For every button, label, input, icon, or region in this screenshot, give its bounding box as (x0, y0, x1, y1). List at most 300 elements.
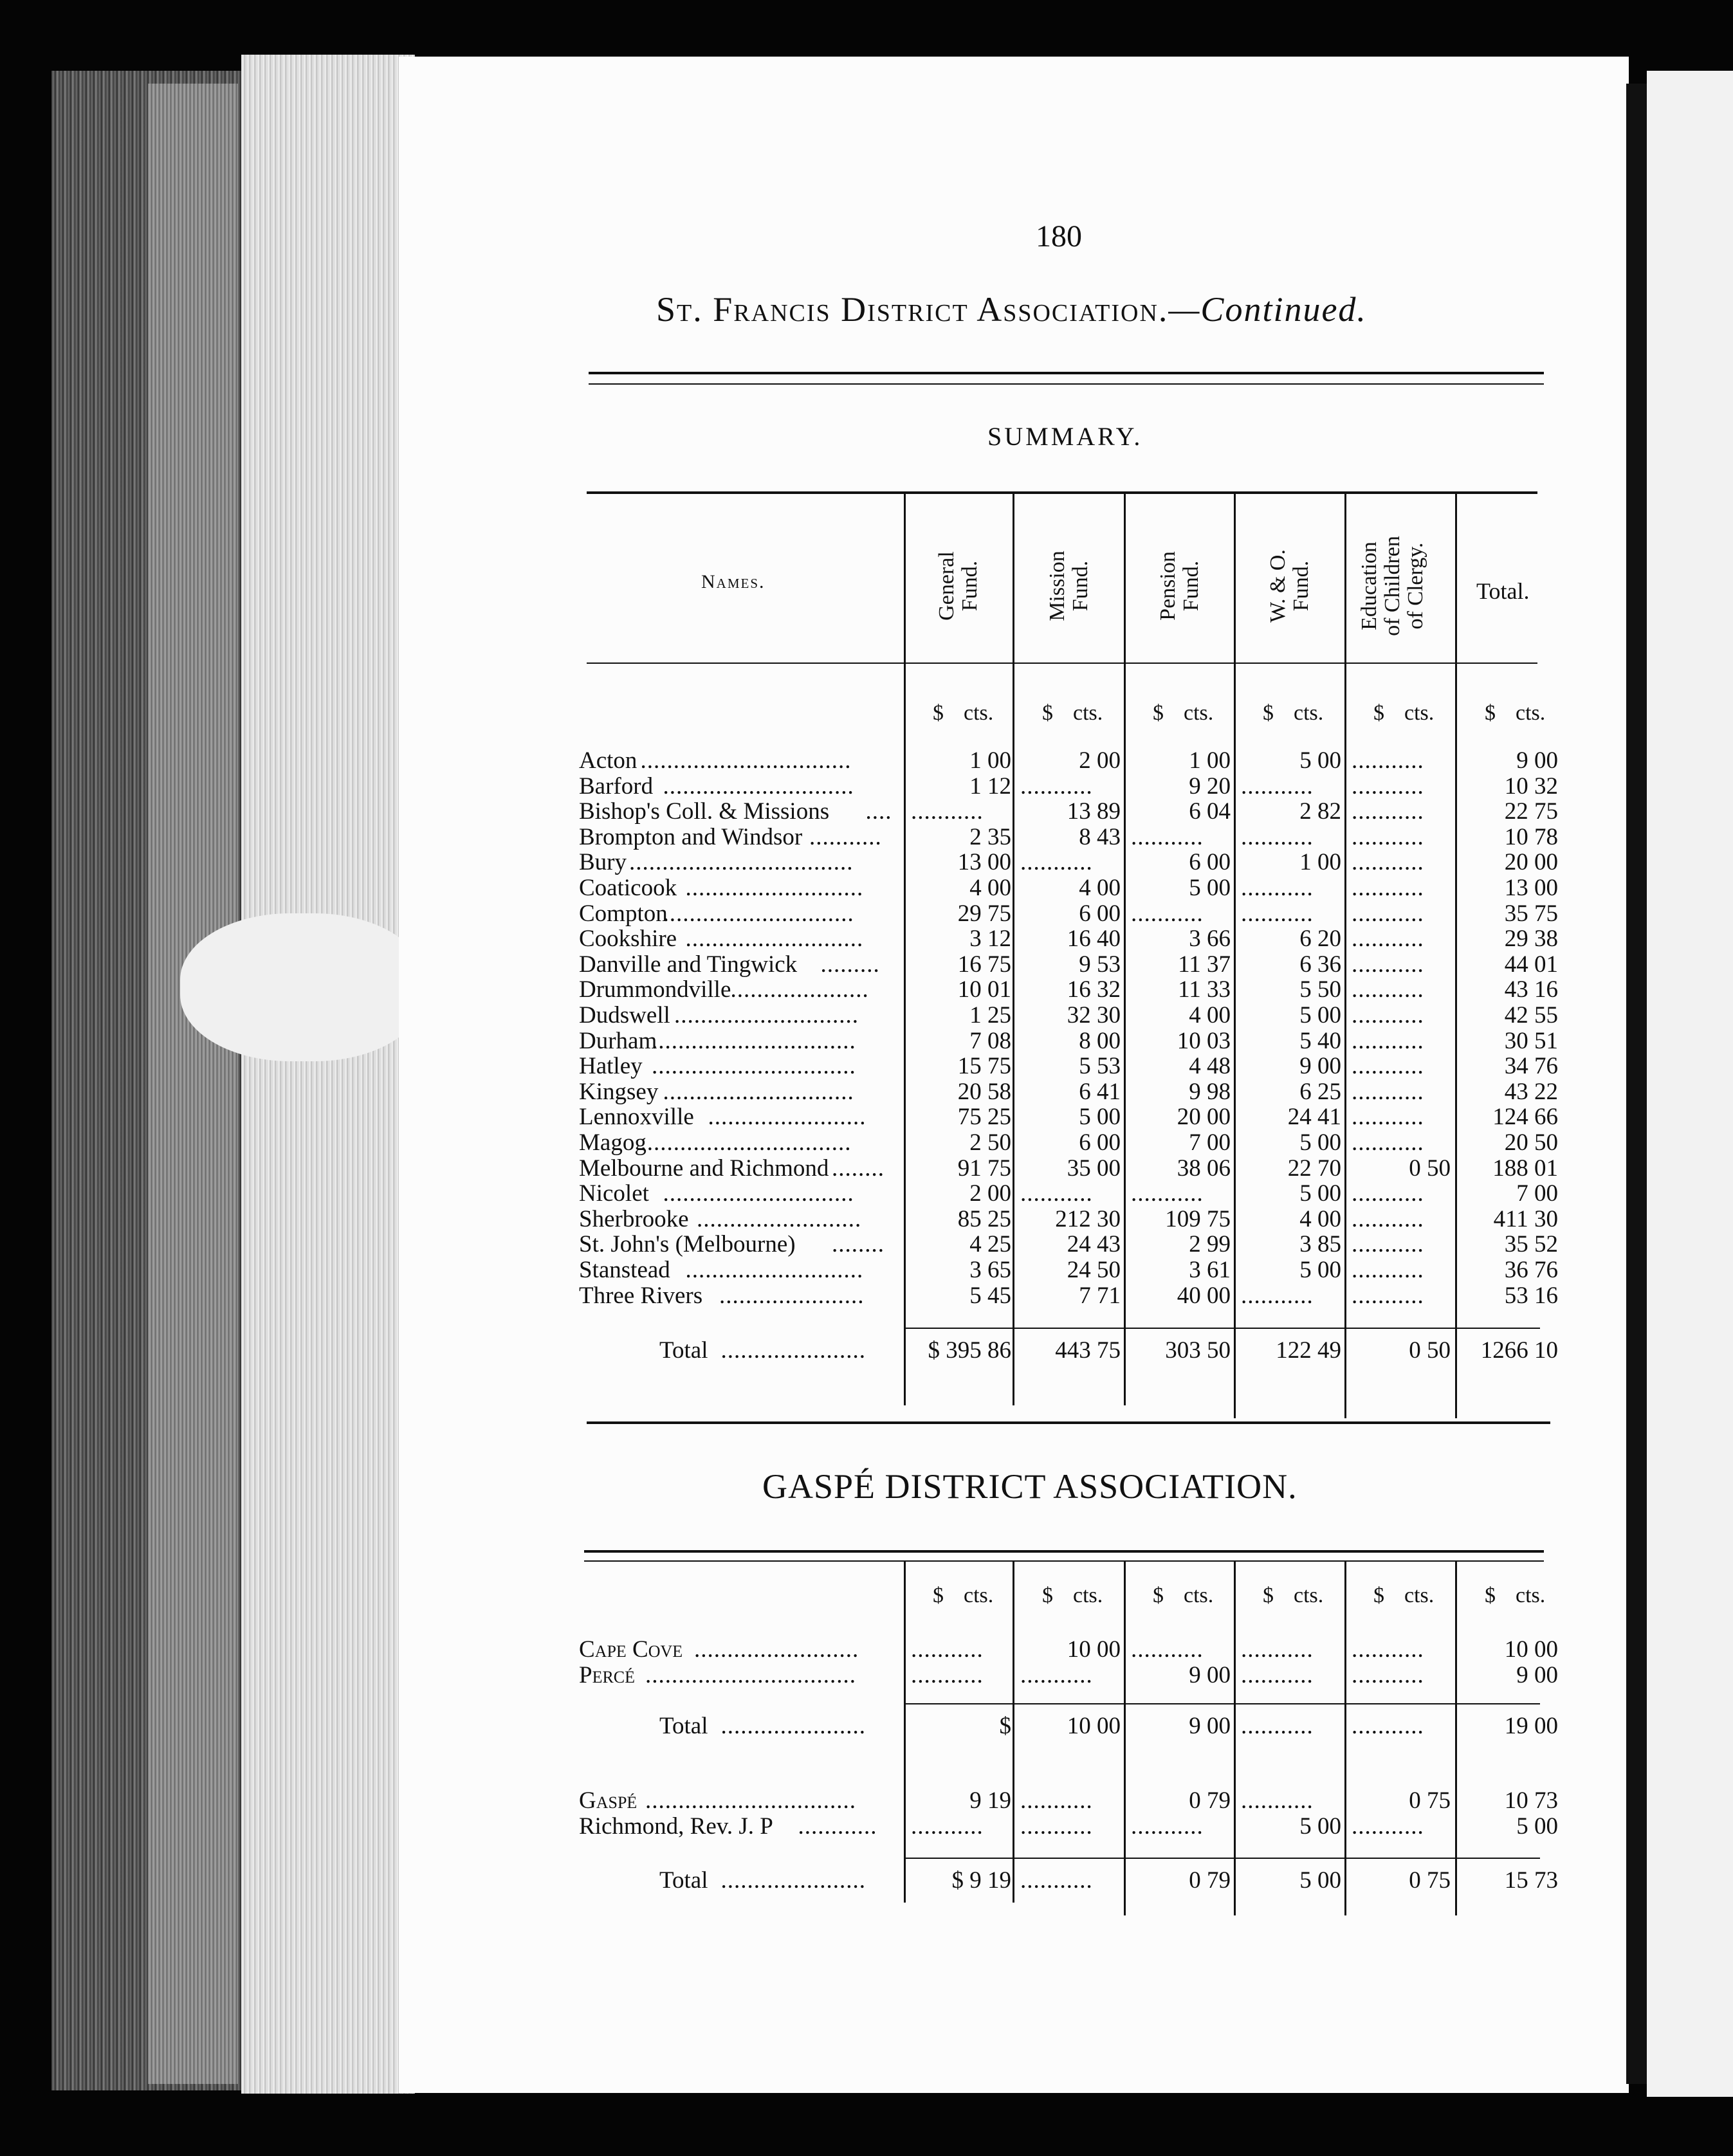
wo-cell: 24 41 (1287, 1104, 1341, 1131)
mission-cell: 16 40 (1067, 926, 1121, 953)
empty-dots: ........... (1352, 977, 1424, 1003)
mission-cell: 10 00 (1067, 1636, 1121, 1663)
leader-dots: ........ (832, 1232, 885, 1258)
total-cell: 7 00 (1516, 1180, 1558, 1207)
empty-dots: ........... (1131, 900, 1204, 927)
mission-cell: 6 00 (1079, 1129, 1121, 1156)
leader-dots: ......................... (697, 1206, 862, 1232)
table-row (579, 926, 1557, 952)
leader-dots: ................................ (645, 1663, 856, 1688)
wo-cell: 3 85 (1299, 1231, 1341, 1258)
wo-cell: 5 00 (1299, 747, 1341, 774)
total-cell: 10 32 (1504, 772, 1558, 799)
general-cell: 13 00 (957, 849, 1011, 876)
wo-cell: 5 00 (1299, 1129, 1341, 1156)
mission-cell: 9 53 (1079, 951, 1121, 978)
total-row (579, 1868, 1557, 1894)
general-cell: 10 01 (957, 976, 1011, 1003)
table-row (579, 1003, 1557, 1028)
facing-page-edge (1647, 71, 1733, 2097)
table-row (579, 1232, 1557, 1257)
wo-fund-header (1267, 515, 1313, 657)
row-name: Hatley (579, 1053, 643, 1080)
mission-cell: 8 43 (1079, 823, 1121, 850)
unit-cts: cts. (964, 701, 994, 725)
leader-dots: ...................... (720, 1338, 866, 1364)
pension-cell: 1 00 (1189, 747, 1231, 774)
leader-dots: ........ (832, 1155, 885, 1182)
empty-dots: ........... (911, 1637, 984, 1663)
empty-dots: ........... (1241, 824, 1314, 850)
general-cell: 20 58 (957, 1078, 1011, 1105)
row-name: Richmond, Rev. J. P (579, 1813, 773, 1840)
leader-dots: ......... (820, 951, 880, 978)
table-row (579, 1079, 1557, 1105)
mission-cell: 5 53 (1079, 1053, 1121, 1080)
unit-cts: cts. (1073, 1584, 1103, 1607)
empty-dots: ........... (1352, 1206, 1424, 1232)
education-header-line2: of Children (1380, 536, 1404, 636)
page-title (656, 289, 1367, 329)
empty-dots: ........... (1352, 1713, 1424, 1739)
empty-dots: ........... (1241, 1713, 1314, 1739)
leader-dots: ............................. (663, 900, 854, 927)
empty-dots: ........... (1352, 900, 1424, 927)
row-name: Cookshire (579, 926, 677, 953)
wo-cell: 6 25 (1299, 1078, 1341, 1105)
empty-dots: ........... (1352, 773, 1424, 799)
total-cell: 44 01 (1504, 951, 1558, 978)
leader-dots: ............................. (663, 1079, 854, 1105)
pension-cell: 9 00 (1189, 1713, 1231, 1739)
table-row (579, 748, 1557, 774)
row-name: Three Rivers (579, 1282, 703, 1309)
total-cell: 35 52 (1504, 1231, 1558, 1258)
empty-dots: ........... (911, 1663, 984, 1688)
mission-cell: 443 75 (1055, 1337, 1121, 1364)
row-name: Nicolet (579, 1180, 649, 1207)
total-column-header: Total. (1476, 578, 1530, 604)
leader-dots: ............................... (652, 1054, 856, 1080)
wo-cell: 5 00 (1299, 1813, 1341, 1840)
table-row (579, 977, 1557, 1003)
total-cell: 10 78 (1504, 823, 1558, 850)
empty-dots: ........... (1352, 1663, 1424, 1688)
pension-header-line1: Pension (1156, 551, 1180, 621)
pension-cell: 11 33 (1178, 976, 1231, 1003)
education-header-line1: Education (1357, 542, 1381, 630)
empty-dots: ........... (1241, 900, 1314, 927)
table-row (579, 1054, 1557, 1079)
row-name: Durham (579, 1027, 657, 1054)
page-number: 180 (1036, 219, 1082, 253)
mission-cell: 35 00 (1067, 1155, 1121, 1182)
empty-dots: ........... (1352, 1257, 1424, 1283)
wo-cell: 122 49 (1276, 1337, 1341, 1364)
leader-dots: ........................... (685, 926, 864, 953)
row-name: Kingsey (579, 1078, 659, 1105)
mission-header-line2: Fund. (1068, 560, 1092, 612)
wo-cell: 5 00 (1299, 1867, 1341, 1894)
general-cell: $ (999, 1713, 1011, 1739)
row-name: Compton (579, 900, 668, 927)
table-top-rule (587, 491, 1537, 494)
table-row (579, 1104, 1557, 1130)
gaspe-rule-top (584, 1550, 1544, 1553)
empty-dots: ........... (1241, 1637, 1314, 1663)
unit-cts: cts. (1404, 701, 1435, 725)
mission-cell: 13 89 (1067, 798, 1121, 825)
unit-dollar: $ (1042, 1584, 1053, 1607)
leader-dots: ............................... (652, 1028, 856, 1054)
leader-dots: ..................... (730, 977, 869, 1003)
wo-cell: 5 00 (1299, 1257, 1341, 1283)
wo-header-line1: W. & O. (1266, 549, 1290, 623)
table-row (579, 825, 1557, 850)
empty-dots: ........... (1131, 1637, 1204, 1663)
title-rule-bottom (589, 383, 1544, 385)
total-label: Total (659, 1867, 708, 1894)
empty-dots: ........... (1352, 1637, 1424, 1663)
unit-dollar: $ (1373, 1584, 1384, 1607)
mission-cell: 5 00 (1079, 1104, 1121, 1131)
pension-cell: 5 00 (1189, 875, 1231, 901)
empty-dots: ........... (911, 1814, 984, 1840)
summary-heading: SUMMARY. (987, 422, 1143, 451)
pension-cell: 4 00 (1189, 1002, 1231, 1028)
general-cell: 2 35 (969, 823, 1011, 850)
pension-cell: 7 00 (1189, 1129, 1231, 1156)
pension-cell: 9 00 (1189, 1662, 1231, 1688)
total-cell: 9 00 (1516, 1662, 1558, 1688)
general-header-line1: General (935, 551, 958, 621)
unit-dollar: $ (1373, 701, 1384, 725)
pension-cell: 109 75 (1165, 1205, 1231, 1232)
wo-cell: 6 36 (1299, 951, 1341, 978)
row-name: Dudswell (579, 1002, 670, 1028)
mission-fund-header (1046, 515, 1092, 657)
pension-cell: 3 66 (1189, 926, 1231, 953)
leader-dots: ........... (809, 824, 882, 850)
empty-dots: ........... (1352, 1130, 1424, 1156)
total-cell: 30 51 (1504, 1027, 1558, 1054)
pension-cell: 9 98 (1189, 1078, 1231, 1105)
mission-header-line1: Mission (1045, 551, 1069, 621)
wo-cell: 1 00 (1299, 849, 1341, 876)
empty-dots: ........... (1020, 1663, 1093, 1688)
row-name: Bury (579, 849, 627, 876)
gaspe-total-a-rule (906, 1703, 1540, 1704)
unit-dollar: $ (1263, 701, 1274, 725)
unit-dollar: $ (1485, 701, 1496, 725)
total-cell: 22 75 (1504, 798, 1558, 825)
table-row (579, 1181, 1557, 1207)
total-cell: 188 01 (1492, 1155, 1558, 1182)
general-cell: 1 25 (969, 1002, 1011, 1028)
education-header (1358, 506, 1427, 666)
empty-dots: ........... (1020, 1868, 1093, 1894)
gaspe-rule-bottom (584, 1560, 1544, 1562)
table-row (579, 1637, 1557, 1663)
row-name: Barford (579, 772, 654, 799)
total-cell: 15 73 (1504, 1867, 1558, 1894)
pension-fund-header (1157, 515, 1203, 657)
unit-cts: cts. (1184, 701, 1214, 725)
page-edges (241, 55, 415, 2094)
general-cell: 29 75 (957, 900, 1011, 927)
wo-cell: 22 70 (1287, 1155, 1341, 1182)
table-row (579, 1814, 1557, 1840)
leader-dots: ............................ (674, 1003, 859, 1028)
mission-cell: 24 50 (1067, 1257, 1121, 1283)
mission-cell: 2 00 (1079, 747, 1121, 774)
total-cell: 1266 10 (1480, 1337, 1558, 1364)
empty-dots: ........... (911, 799, 984, 825)
mission-cell: 6 00 (1079, 900, 1121, 927)
total-cell: 34 76 (1504, 1053, 1558, 1080)
title-rule-top (589, 372, 1544, 374)
leader-dots: ................................ (645, 1788, 856, 1814)
empty-dots: ........... (1352, 850, 1424, 876)
table-row (579, 1156, 1557, 1182)
empty-dots: ........... (1352, 1283, 1424, 1309)
empty-dots: ........... (1352, 1104, 1424, 1131)
education-cell: 0 50 (1409, 1155, 1451, 1182)
general-cell: 1 12 (969, 772, 1011, 799)
total-cell: 36 76 (1504, 1257, 1558, 1283)
unit-dollar: $ (1485, 1584, 1496, 1607)
table-row (579, 1663, 1557, 1688)
mission-cell: 8 00 (1079, 1027, 1121, 1054)
empty-dots: ........... (1352, 875, 1424, 901)
gutter (1626, 84, 1649, 2084)
table-row (579, 1283, 1557, 1309)
row-name: Lennoxville (579, 1104, 694, 1131)
unit-cts: cts. (1294, 1584, 1324, 1607)
pension-cell: 10 03 (1177, 1027, 1231, 1054)
row-name: Cape Cove (579, 1636, 683, 1663)
names-column-header: Names. (701, 571, 766, 592)
general-cell: 3 12 (969, 926, 1011, 953)
total-cell: 9 00 (1516, 747, 1558, 774)
table-row (579, 1257, 1557, 1283)
unit-dollar: $ (1153, 1584, 1164, 1607)
education-cell: 0 75 (1409, 1867, 1451, 1894)
leader-dots: ...................... (719, 1283, 865, 1309)
total-cell: 20 00 (1504, 849, 1558, 876)
total-cell: 35 75 (1504, 900, 1558, 927)
pension-cell: 38 06 (1177, 1155, 1231, 1182)
table-bottom-rule (587, 1421, 1550, 1424)
empty-dots: ........... (1131, 1814, 1204, 1840)
wo-cell: 5 50 (1299, 976, 1341, 1003)
pension-cell: 11 37 (1178, 951, 1231, 978)
row-name: Drummondville (579, 976, 731, 1003)
leader-dots: ........................... (685, 1257, 864, 1283)
total-cell: 53 16 (1504, 1282, 1558, 1309)
table-row (579, 799, 1557, 825)
total-cell: 19 00 (1504, 1713, 1558, 1739)
row-name: Percé (579, 1662, 636, 1688)
leader-dots: ......................... (694, 1637, 859, 1663)
mission-cell: 6 41 (1079, 1078, 1121, 1105)
general-cell: 91 75 (957, 1155, 1011, 1182)
empty-dots: ........... (1352, 1028, 1424, 1054)
empty-dots: ........... (1241, 875, 1314, 901)
pension-cell: 4 48 (1189, 1053, 1231, 1080)
row-name: Brompton and Windsor (579, 823, 803, 850)
wo-cell: 4 00 (1299, 1205, 1341, 1232)
general-cell: 9 19 (969, 1787, 1011, 1814)
empty-dots: ........... (1352, 799, 1424, 825)
wo-cell: 5 00 (1299, 1002, 1341, 1028)
leader-dots: ...................... (720, 1868, 866, 1894)
total-cell: 43 16 (1504, 976, 1558, 1003)
table-row (579, 850, 1557, 875)
wo-cell: 5 40 (1299, 1027, 1341, 1054)
total-cell: 10 73 (1504, 1787, 1558, 1814)
total-cell: 29 38 (1504, 926, 1558, 953)
empty-dots: ........... (1352, 824, 1424, 850)
unit-cts: cts. (1073, 701, 1103, 725)
general-header-line2: Fund. (958, 560, 982, 612)
general-cell: 2 00 (969, 1180, 1011, 1207)
education-cell: 0 75 (1409, 1787, 1451, 1814)
mission-cell: 16 32 (1067, 976, 1121, 1003)
empty-dots: ........... (1352, 1003, 1424, 1028)
table-row (579, 1207, 1557, 1232)
row-name: Stanstead (579, 1257, 670, 1283)
unit-dollar: $ (1042, 701, 1053, 725)
leader-dots: ................................ (640, 1130, 852, 1156)
row-name: Acton (579, 747, 637, 774)
empty-dots: ........... (1131, 824, 1204, 850)
empty-dots: ........... (1352, 1232, 1424, 1258)
leader-dots: ............................. (663, 1181, 854, 1207)
empty-dots: ........... (1020, 850, 1093, 876)
table-row (579, 774, 1557, 799)
general-cell: 5 45 (969, 1282, 1011, 1309)
row-name: Sherbrooke (579, 1205, 689, 1232)
table-row (579, 952, 1557, 978)
unit-cts: cts. (964, 1584, 994, 1607)
table-row (579, 875, 1557, 901)
gaspe-total-b-rule (906, 1858, 1540, 1859)
row-name: Danville and Tingwick (579, 951, 798, 978)
wo-header-line2: Fund. (1289, 560, 1313, 612)
general-cell: 3 65 (969, 1257, 1011, 1283)
general-cell: $ 9 19 (951, 1867, 1011, 1894)
pension-cell: 20 00 (1177, 1104, 1231, 1131)
title-continued: —Continued. (1168, 290, 1367, 329)
total-cell: 20 50 (1504, 1129, 1558, 1156)
unit-cts: cts. (1404, 1584, 1435, 1607)
unit-cts: cts. (1516, 1584, 1546, 1607)
empty-dots: ........... (1020, 1814, 1093, 1840)
paper-stain (180, 913, 425, 1061)
pension-cell: 303 50 (1165, 1337, 1231, 1364)
unit-cts: cts. (1294, 701, 1324, 725)
leader-dots: .................................. (629, 850, 854, 876)
unit-dollar: $ (933, 1584, 944, 1607)
general-cell: 2 50 (969, 1129, 1011, 1156)
empty-dots: ........... (1352, 748, 1424, 774)
gaspe-title: GASPÉ DISTRICT ASSOCIATION. (762, 1467, 1297, 1506)
total-cell: 42 55 (1504, 1002, 1558, 1028)
pension-cell: 0 79 (1189, 1787, 1231, 1814)
table-row (579, 1028, 1557, 1054)
total-cell: 10 00 (1504, 1636, 1558, 1663)
mission-cell: 10 00 (1067, 1713, 1121, 1739)
table-row (579, 1130, 1557, 1156)
leader-dots: ................................ (640, 748, 852, 774)
total-label: Total (659, 1713, 708, 1739)
mission-cell: 32 30 (1067, 1002, 1121, 1028)
total-rule (906, 1328, 1540, 1329)
general-cell: 4 00 (969, 875, 1011, 901)
mission-cell: 4 00 (1079, 875, 1121, 901)
unit-cts: cts. (1516, 701, 1546, 725)
leader-dots: ...................... (720, 1713, 866, 1739)
empty-dots: ........... (1352, 1054, 1424, 1080)
total-row (579, 1713, 1557, 1739)
table-row (579, 901, 1557, 927)
general-cell: 1 00 (969, 747, 1011, 774)
row-name: Melbourne and Richmond (579, 1155, 829, 1182)
mission-cell: 24 43 (1067, 1231, 1121, 1258)
empty-dots: ........... (1131, 1181, 1204, 1207)
empty-dots: ........... (1020, 773, 1093, 799)
empty-dots: ........... (1352, 1181, 1424, 1207)
education-header-line3: of Clergy. (1404, 542, 1427, 630)
general-cell: $ 395 86 (928, 1337, 1011, 1364)
total-cell: 124 66 (1492, 1104, 1558, 1131)
pension-cell: 6 00 (1189, 849, 1231, 876)
unit-dollar: $ (1263, 1584, 1274, 1607)
title-main: St. Francis District Association. (656, 290, 1169, 329)
education-cell: 0 50 (1409, 1337, 1451, 1364)
unit-dollar: $ (933, 701, 944, 725)
unit-dollar: $ (1153, 701, 1164, 725)
general-cell: 16 75 (957, 951, 1011, 978)
pension-cell: 9 20 (1189, 772, 1231, 799)
pension-cell: 0 79 (1189, 1867, 1231, 1894)
row-name: Magog (579, 1129, 646, 1156)
table-row (579, 1788, 1557, 1814)
empty-dots: ........... (1241, 1663, 1314, 1688)
total-cell: 43 22 (1504, 1078, 1558, 1105)
empty-dots: ........... (1352, 926, 1424, 953)
general-cell: 4 25 (969, 1231, 1011, 1258)
wo-cell: 2 82 (1299, 798, 1341, 825)
empty-dots: ........... (1241, 1788, 1314, 1814)
general-cell: 15 75 (957, 1053, 1011, 1080)
total-row (579, 1338, 1557, 1364)
empty-dots: ........... (1020, 1181, 1093, 1207)
unit-cts: cts. (1184, 1584, 1214, 1607)
row-name: Coaticook (579, 875, 677, 901)
empty-dots: ........... (1352, 951, 1424, 978)
general-cell: 7 08 (969, 1027, 1011, 1054)
row-name: Bishop's Coll. & Missions (579, 798, 830, 825)
general-fund-header (935, 515, 982, 657)
row-name: St. John's (Melbourne) (579, 1231, 796, 1258)
leader-dots: ........................ (708, 1104, 867, 1131)
empty-dots: ........... (1241, 773, 1314, 799)
general-cell: 85 25 (957, 1205, 1011, 1232)
book-spine-shadow (148, 84, 238, 2084)
wo-cell: 6 20 (1299, 926, 1341, 953)
